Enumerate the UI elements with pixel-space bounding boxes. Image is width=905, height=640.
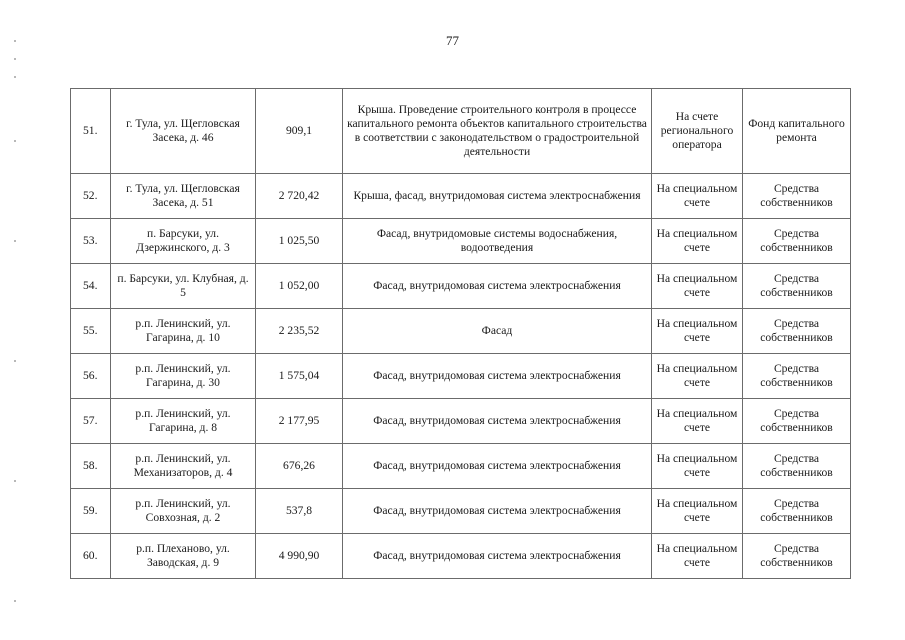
table-row xyxy=(71,534,851,579)
fund-cell: Средства собственников xyxy=(743,219,851,264)
works-cell: Фасад, внутридомовая система электроснабжения xyxy=(343,354,652,399)
works-cell: Фасад, внутридомовые системы водоснабжения, водоотведения xyxy=(343,219,652,264)
fund-cell: Фонд капитального ремонта xyxy=(743,89,851,174)
method-cell: На специальном счете xyxy=(652,219,743,264)
table-row xyxy=(71,354,851,399)
area-cell: 676,26 xyxy=(256,444,343,489)
method-cell: На специальном счете xyxy=(652,309,743,354)
method-cell: На счете регионального оператора xyxy=(652,89,743,174)
area-cell: 4 990,90 xyxy=(256,534,343,579)
address-cell: г. Тула, ул. Щегловская Засека, д. 51 xyxy=(111,174,256,219)
row-number: 59. xyxy=(71,489,111,534)
works-cell: Фасад, внутридомовая система электроснабжения xyxy=(343,399,652,444)
table-row xyxy=(71,489,851,534)
fund-cell: Средства собственников xyxy=(743,174,851,219)
address-cell: п. Барсуки, ул. Дзержинского, д. 3 xyxy=(111,219,256,264)
fund-cell: Средства собственников xyxy=(743,309,851,354)
table-row xyxy=(71,309,851,354)
method-cell: На специальном счете xyxy=(652,174,743,219)
binding-marks xyxy=(14,40,20,620)
area-cell: 1 052,00 xyxy=(256,264,343,309)
works-cell: Фасад, внутридомовая система электроснабжения xyxy=(343,534,652,579)
method-cell: На специальном счете xyxy=(652,264,743,309)
page-number: 77 xyxy=(446,33,459,48)
area-cell: 909,1 xyxy=(256,89,343,174)
row-number: 52. xyxy=(71,174,111,219)
method-cell: На специальном счете xyxy=(652,444,743,489)
area-cell: 2 720,42 xyxy=(256,174,343,219)
works-cell: Фасад, внутридомовая система электроснабжения xyxy=(343,264,652,309)
row-number: 57. xyxy=(71,399,111,444)
fund-cell: Средства собственников xyxy=(743,264,851,309)
row-number: 54. xyxy=(71,264,111,309)
area-cell: 1 575,04 xyxy=(256,354,343,399)
fund-cell: Средства собственников xyxy=(743,354,851,399)
works-cell: Крыша. Проведение строительного контроля в процессе капитального ремонта объектов капитального строительства в соответствии с законодательством о градостроительной деятельности xyxy=(343,89,652,174)
row-number: 56. xyxy=(71,354,111,399)
address-cell: р.п. Ленинский, ул. Гагарина, д. 8 xyxy=(111,399,256,444)
fund-cell: Средства собственников xyxy=(743,489,851,534)
table-row xyxy=(71,264,851,309)
table-row xyxy=(71,444,851,489)
works-cell: Крыша, фасад, внутридомовая система электроснабжения xyxy=(343,174,652,219)
method-cell: На специальном счете xyxy=(652,399,743,444)
fund-cell: Средства собственников xyxy=(743,534,851,579)
row-number: 55. xyxy=(71,309,111,354)
area-cell: 2 235,52 xyxy=(256,309,343,354)
table-row xyxy=(71,89,851,174)
area-cell: 2 177,95 xyxy=(256,399,343,444)
method-cell: На специальном счете xyxy=(652,354,743,399)
row-number: 58. xyxy=(71,444,111,489)
address-cell: р.п. Ленинский, ул. Гагарина, д. 30 xyxy=(111,354,256,399)
row-number: 51. xyxy=(71,89,111,174)
works-cell: Фасад xyxy=(343,309,652,354)
table-row xyxy=(71,219,851,264)
address-cell: р.п. Ленинский, ул. Механизаторов, д. 4 xyxy=(111,444,256,489)
address-cell: г. Тула, ул. Щегловская Засека, д. 46 xyxy=(111,89,256,174)
works-cell: Фасад, внутридомовая система электроснабжения xyxy=(343,489,652,534)
address-cell: р.п. Ленинский, ул. Совхозная, д. 2 xyxy=(111,489,256,534)
address-cell: п. Барсуки, ул. Клубная, д. 5 xyxy=(111,264,256,309)
area-cell: 537,8 xyxy=(256,489,343,534)
table-row xyxy=(71,399,851,444)
row-number: 53. xyxy=(71,219,111,264)
area-cell: 1 025,50 xyxy=(256,219,343,264)
works-cell: Фасад, внутридомовая система электроснабжения xyxy=(343,444,652,489)
method-cell: На специальном счете xyxy=(652,534,743,579)
fund-cell: Средства собственников xyxy=(743,399,851,444)
address-cell: р.п. Ленинский, ул. Гагарина, д. 10 xyxy=(111,309,256,354)
row-number: 60. xyxy=(71,534,111,579)
method-cell: На специальном счете xyxy=(652,489,743,534)
address-cell: р.п. Плеханово, ул. Заводская, д. 9 xyxy=(111,534,256,579)
repair-schedule-table xyxy=(70,88,851,579)
fund-cell: Средства собственников xyxy=(743,444,851,489)
table-row xyxy=(71,174,851,219)
